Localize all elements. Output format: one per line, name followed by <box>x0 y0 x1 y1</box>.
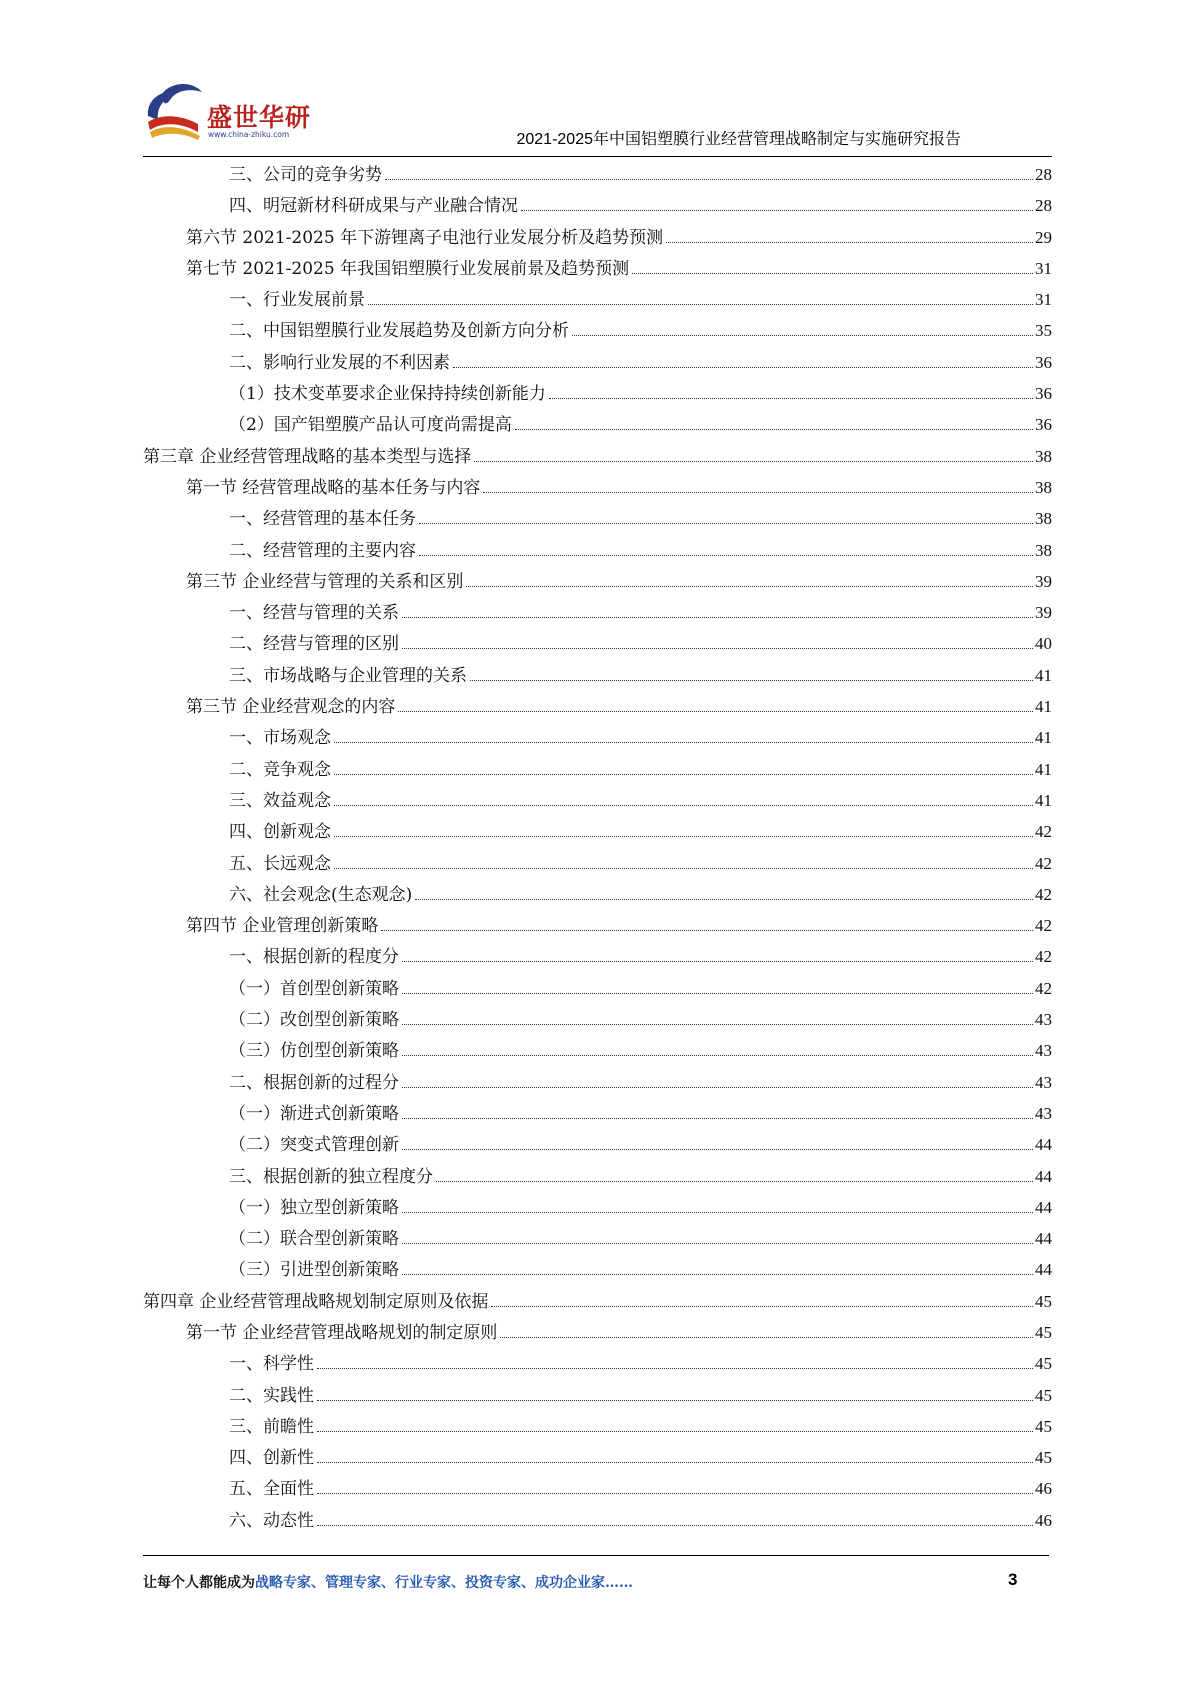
toc-dot-leader <box>632 273 1033 274</box>
toc-entry-title: 第四节 企业管理创新策略 <box>186 916 379 937</box>
toc-entry-page: 28 <box>1035 196 1052 216</box>
toc-entry-title: （二）联合型创新策略 <box>229 1229 399 1250</box>
toc-entry[interactable] <box>143 348 1052 379</box>
toc-entry[interactable] <box>143 254 1052 285</box>
toc-entry-title: 一、科学性 <box>229 1354 314 1375</box>
toc-entry[interactable] <box>143 786 1052 817</box>
toc-entry[interactable] <box>143 911 1052 942</box>
toc-dot-leader <box>549 398 1033 399</box>
page-header <box>0 0 1191 160</box>
toc-entry-page: 45 <box>1035 1448 1052 1468</box>
toc-entry[interactable] <box>143 817 1052 848</box>
logo-url: www.china-zhiku.com <box>208 130 290 139</box>
toc-entry-page: 44 <box>1035 1166 1052 1186</box>
toc-entry-title: 第六节 2021-2025 年下游锂离子电池行业发展分析及趋势预测 <box>186 227 664 248</box>
toc-entry-page: 38 <box>1035 477 1052 497</box>
toc-entry-page: 41 <box>1035 728 1052 748</box>
toc-entry-page: 43 <box>1035 1041 1052 1061</box>
toc-entry[interactable] <box>143 536 1052 567</box>
toc-entry-page: 42 <box>1035 916 1052 936</box>
toc-dot-leader <box>483 492 1033 493</box>
toc-entry-page: 45 <box>1035 1416 1052 1436</box>
toc-entry-title: 一、经营与管理的关系 <box>229 603 399 624</box>
toc-entry-page: 38 <box>1035 509 1052 529</box>
toc-entry[interactable] <box>143 661 1052 692</box>
toc-entry-page: 42 <box>1035 853 1052 873</box>
toc-entry[interactable] <box>143 1474 1052 1505</box>
toc-entry[interactable] <box>143 1099 1052 1130</box>
table-of-contents <box>143 160 1052 1537</box>
toc-dot-leader <box>334 774 1033 775</box>
toc-dot-leader <box>385 179 1033 180</box>
report-title: 2021-2025年中国铝塑膜行业经营管理战略制定与实施研究报告 <box>516 131 961 148</box>
toc-dot-leader <box>500 1337 1033 1338</box>
toc-entry-title: 三、市场战略与企业管理的关系 <box>229 665 467 686</box>
toc-entry-page: 40 <box>1035 634 1052 654</box>
toc-entry[interactable] <box>143 1381 1052 1412</box>
toc-dot-leader <box>515 429 1033 430</box>
toc-dot-leader <box>317 1525 1033 1526</box>
toc-dot-leader <box>402 1055 1033 1056</box>
toc-entry-title: 一、行业发展前景 <box>229 290 365 311</box>
toc-dot-leader <box>402 1024 1033 1025</box>
toc-entry-title: （一）渐进式创新策略 <box>229 1103 399 1124</box>
toc-entry[interactable] <box>143 1349 1052 1380</box>
toc-dot-leader <box>436 1181 1033 1182</box>
toc-entry-title: 二、实践性 <box>229 1385 314 1406</box>
toc-entry-page: 44 <box>1035 1135 1052 1155</box>
toc-entry[interactable] <box>143 410 1052 441</box>
toc-dot-leader <box>402 617 1033 618</box>
logo-name: 盛世华研 <box>207 103 312 132</box>
toc-entry-page: 45 <box>1035 1291 1052 1311</box>
toc-entry-page: 38 <box>1035 446 1052 466</box>
toc-entry-page: 41 <box>1035 665 1052 685</box>
toc-entry-title: （一）独立型创新策略 <box>229 1197 399 1218</box>
toc-dot-leader <box>402 648 1033 649</box>
toc-entry-title: 四、创新性 <box>229 1448 314 1469</box>
toc-entry-title: （一）首创型创新策略 <box>229 978 399 999</box>
toc-entry[interactable] <box>143 160 1052 191</box>
toc-entry-title: （2）国产铝塑膜产品认可度尚需提高 <box>229 415 512 436</box>
toc-entry[interactable] <box>143 629 1052 660</box>
toc-entry-page: 45 <box>1035 1322 1052 1342</box>
page-number: 3 <box>1008 1570 1018 1589</box>
toc-entry[interactable] <box>143 1412 1052 1443</box>
toc-entry-title: （二）改创型创新策略 <box>229 1010 399 1031</box>
toc-entry[interactable] <box>143 1130 1052 1161</box>
toc-entry[interactable] <box>143 379 1052 410</box>
toc-entry[interactable] <box>143 692 1052 723</box>
toc-dot-leader <box>402 1149 1033 1150</box>
toc-entry-title: 第三章 企业经营管理战略的基本类型与选择 <box>143 446 472 467</box>
toc-dot-leader <box>402 993 1033 994</box>
toc-dot-leader <box>572 335 1033 336</box>
toc-dot-leader <box>470 680 1033 681</box>
toc-dot-leader <box>317 1431 1033 1432</box>
toc-entry-page: 36 <box>1035 352 1052 372</box>
toc-entry-page: 39 <box>1035 603 1052 623</box>
toc-entry-page: 43 <box>1035 1010 1052 1030</box>
toc-entry-page: 44 <box>1035 1197 1052 1217</box>
toc-dot-leader <box>317 1368 1033 1369</box>
toc-entry[interactable] <box>143 1068 1052 1099</box>
toc-entry[interactable] <box>143 316 1052 347</box>
toc-entry-page: 42 <box>1035 978 1052 998</box>
toc-entry-page: 43 <box>1035 1103 1052 1123</box>
toc-dot-leader <box>402 1212 1033 1213</box>
toc-entry[interactable] <box>143 755 1052 786</box>
toc-entry[interactable] <box>143 849 1052 880</box>
toc-entry[interactable] <box>143 567 1052 598</box>
toc-entry-title: 第三节 企业经营观念的内容 <box>186 697 396 718</box>
toc-entry[interactable] <box>143 1443 1052 1474</box>
toc-entry-title: 二、经营管理的主要内容 <box>229 540 416 561</box>
toc-entry-page: 35 <box>1035 321 1052 341</box>
toc-entry[interactable] <box>143 723 1052 754</box>
toc-entry-title: 六、社会观念(生态观念) <box>229 884 413 905</box>
toc-entry-title: 第四章 企业经营管理战略规划制定原则及依据 <box>143 1291 489 1312</box>
toc-entry-title: 三、前瞻性 <box>229 1416 314 1437</box>
toc-entry-page: 39 <box>1035 571 1052 591</box>
toc-entry[interactable] <box>143 285 1052 316</box>
toc-entry-page: 44 <box>1035 1260 1052 1280</box>
toc-entry-title: （三）引进型创新策略 <box>229 1260 399 1281</box>
toc-entry-page: 28 <box>1035 165 1052 184</box>
toc-entry-title: 四、明冠新材科研成果与产业融合情况 <box>229 196 518 217</box>
toc-entry-title: （三）仿创型创新策略 <box>229 1041 399 1062</box>
toc-dot-leader <box>368 304 1033 305</box>
toc-entry-page: 44 <box>1035 1229 1052 1249</box>
footer-slogan-prefix: 让每个人都能成为 <box>143 1575 255 1591</box>
toc-dot-leader <box>474 461 1033 462</box>
toc-entry-page: 38 <box>1035 540 1052 560</box>
toc-entry-page: 46 <box>1035 1510 1052 1530</box>
toc-entry[interactable] <box>143 223 1052 254</box>
toc-entry-title: 二、根据创新的过程分 <box>229 1072 399 1093</box>
toc-entry[interactable] <box>143 1162 1052 1193</box>
toc-entry-page: 41 <box>1035 697 1052 717</box>
toc-entry-title: （二）突变式管理创新 <box>229 1135 399 1156</box>
toc-entry-page: 31 <box>1035 258 1052 278</box>
toc-entry[interactable] <box>143 974 1052 1005</box>
toc-entry-title: 一、根据创新的程度分 <box>229 947 399 968</box>
toc-entry-page: 41 <box>1035 790 1052 810</box>
toc-entry-title: 五、长远观念 <box>229 853 331 874</box>
toc-dot-leader <box>419 523 1033 524</box>
toc-entry-title: 二、中国铝塑膜行业发展趋势及创新方向分析 <box>229 321 569 342</box>
toc-dot-leader <box>466 586 1033 587</box>
toc-dot-leader <box>402 1243 1033 1244</box>
toc-entry-title: 四、创新观念 <box>229 822 331 843</box>
toc-entry[interactable] <box>143 942 1052 973</box>
toc-entry-page: 41 <box>1035 759 1052 779</box>
toc-dot-leader <box>398 711 1033 712</box>
toc-entry-page: 31 <box>1035 290 1052 310</box>
toc-dot-leader <box>402 1274 1033 1275</box>
toc-entry[interactable] <box>143 1036 1052 1067</box>
toc-entry-title: 三、效益观念 <box>229 790 331 811</box>
header-divider <box>143 156 1052 157</box>
toc-entry[interactable] <box>143 1287 1052 1318</box>
toc-entry-page: 43 <box>1035 1072 1052 1092</box>
toc-entry[interactable] <box>143 473 1052 504</box>
toc-entry-title: 第三节 企业经营与管理的关系和区别 <box>186 571 464 592</box>
toc-entry[interactable] <box>143 1224 1052 1255</box>
toc-dot-leader <box>402 1087 1033 1088</box>
footer-slogan <box>143 1572 633 1592</box>
toc-entry-page: 29 <box>1035 227 1052 247</box>
toc-dot-leader <box>402 961 1033 962</box>
toc-entry-title: 二、影响行业发展的不利因素 <box>229 352 450 373</box>
toc-entry[interactable] <box>143 598 1052 629</box>
footer-divider <box>143 1555 1049 1556</box>
toc-entry-title: 一、市场观念 <box>229 728 331 749</box>
toc-dot-leader <box>334 868 1033 869</box>
toc-entry[interactable] <box>143 1193 1052 1224</box>
toc-dot-leader <box>491 1306 1033 1307</box>
toc-dot-leader <box>419 555 1033 556</box>
toc-entry[interactable] <box>143 1318 1052 1349</box>
toc-dot-leader <box>334 742 1033 743</box>
toc-dot-leader <box>334 836 1033 837</box>
toc-entry-title: 第一节 经营管理战略的基本任务与内容 <box>186 477 481 498</box>
toc-entry[interactable] <box>143 442 1052 473</box>
toc-dot-leader <box>415 899 1033 900</box>
toc-entry-page: 36 <box>1035 384 1052 404</box>
toc-dot-leader <box>334 805 1033 806</box>
toc-dot-leader <box>453 367 1033 368</box>
toc-entry[interactable] <box>143 1255 1052 1286</box>
toc-entry-title: （1）技术变革要求企业保持持续创新能力 <box>229 384 546 405</box>
toc-entry-title: 三、根据创新的独立程度分 <box>229 1166 433 1187</box>
toc-dot-leader <box>521 210 1033 211</box>
toc-entry-title: 三、公司的竞争劣势 <box>229 165 382 185</box>
toc-dot-leader <box>317 1493 1033 1494</box>
toc-entry-page: 45 <box>1035 1385 1052 1405</box>
toc-entry-title: 二、竞争观念 <box>229 759 331 780</box>
toc-dot-leader <box>666 242 1033 243</box>
toc-dot-leader <box>381 930 1033 931</box>
toc-entry-title: 五、全面性 <box>229 1479 314 1500</box>
toc-entry-page: 46 <box>1035 1479 1052 1499</box>
toc-entry-title: 一、经营管理的基本任务 <box>229 509 416 530</box>
toc-entry-page: 42 <box>1035 947 1052 967</box>
toc-entry-page: 42 <box>1035 884 1052 904</box>
toc-dot-leader <box>317 1462 1033 1463</box>
toc-entry[interactable] <box>143 504 1052 535</box>
toc-dot-leader <box>317 1400 1033 1401</box>
toc-entry-title: 二、经营与管理的区别 <box>229 634 399 655</box>
toc-entry-title: 六、动态性 <box>229 1510 314 1531</box>
footer-slogan-highlight: 战略专家、管理专家、行业专家、投资专家、成功企业家…… <box>255 1575 633 1591</box>
toc-entry[interactable] <box>143 191 1052 222</box>
toc-entry[interactable] <box>143 1506 1052 1537</box>
toc-entry-title: 第一节 企业经营管理战略规划的制定原则 <box>186 1322 498 1343</box>
toc-entry-page: 36 <box>1035 415 1052 435</box>
toc-dot-leader <box>402 1118 1033 1119</box>
toc-entry-title: 第七节 2021-2025 年我国铝塑膜行业发展前景及趋势预测 <box>186 258 630 279</box>
toc-entry[interactable] <box>143 1005 1052 1036</box>
toc-entry[interactable] <box>143 880 1052 911</box>
toc-entry-page: 42 <box>1035 822 1052 842</box>
toc-entry-page: 45 <box>1035 1354 1052 1374</box>
